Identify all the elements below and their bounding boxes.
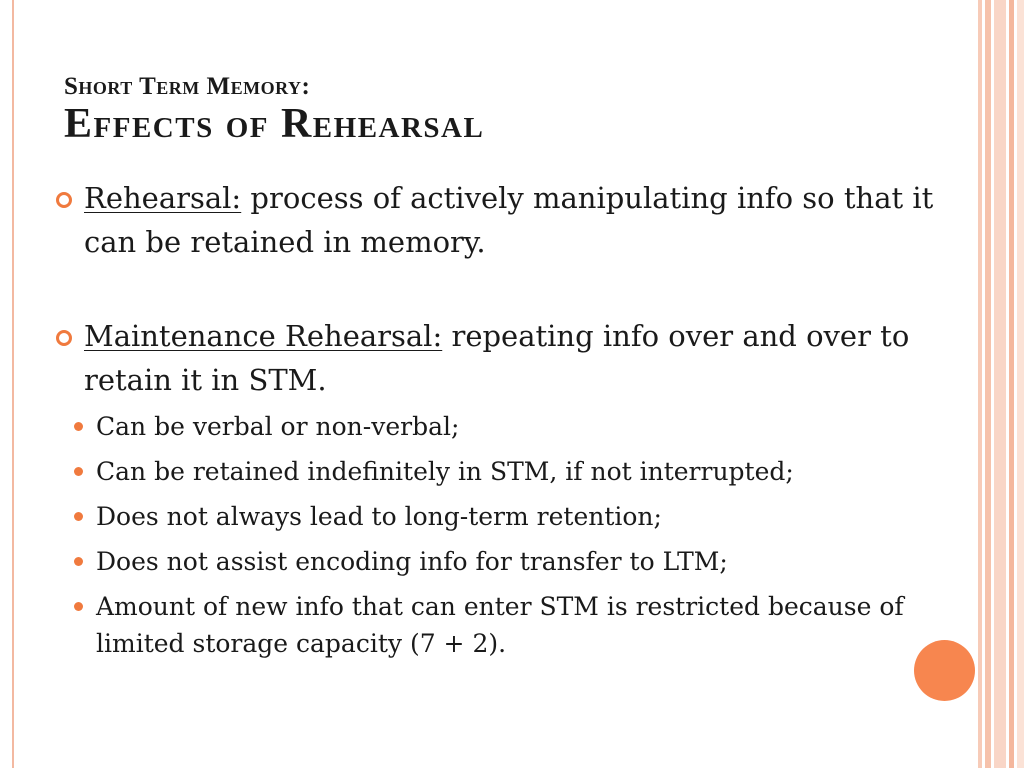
right-decorative-stripe [985, 0, 991, 768]
bullet-maintenance-rehearsal [56, 314, 936, 662]
right-decorative-stripe [1009, 0, 1014, 768]
sub-bullet-text: Can be verbal or non-verbal; [96, 412, 460, 441]
ring-bullet-icon [56, 330, 72, 346]
slide-title [64, 72, 944, 146]
sub-bullet-item [70, 543, 936, 580]
right-decorative-stripe [1017, 0, 1024, 768]
orange-circle-icon [914, 640, 975, 701]
sub-bullet-text: Can be retained indefinitely in STM, if not interrupted; [96, 457, 794, 486]
sub-bullet-item [70, 588, 936, 662]
dot-bullet-icon [74, 602, 83, 611]
sub-bullet-text: Does not assist encoding info for transfer to LTM; [96, 547, 728, 576]
definition-maintenance-rehearsal: repeating info over and over to retain it in STM. [84, 319, 910, 397]
title-line-2: Effects of Rehearsal [64, 101, 485, 147]
dot-bullet-icon [74, 557, 83, 566]
left-border-line [12, 0, 14, 768]
sub-bullet-item [70, 498, 936, 535]
term-maintenance-rehearsal: Maintenance Rehearsal: [84, 319, 443, 353]
dot-bullet-icon [74, 422, 83, 431]
definition-rehearsal: process of actively manipulating info so that it can be retained in memory. [84, 181, 934, 259]
sub-bullet-list [70, 408, 936, 662]
sub-bullet-text: Does not always lead to long-term retention; [96, 502, 662, 531]
right-decorative-stripe [994, 0, 1006, 768]
term-rehearsal: Rehearsal: [84, 181, 242, 215]
right-decorative-stripe [978, 0, 982, 768]
title-line-1: Short Term Memory: [64, 73, 311, 100]
dot-bullet-icon [74, 467, 83, 476]
sub-bullet-item [70, 408, 936, 445]
ring-bullet-icon [56, 192, 72, 208]
dot-bullet-icon [74, 512, 83, 521]
sub-bullet-item [70, 453, 936, 490]
bullet-rehearsal [56, 176, 936, 264]
sub-bullet-text: Amount of new info that can enter STM is restricted because of limited storage capacity (7 + 2). [96, 592, 904, 658]
slide-body [56, 176, 936, 670]
